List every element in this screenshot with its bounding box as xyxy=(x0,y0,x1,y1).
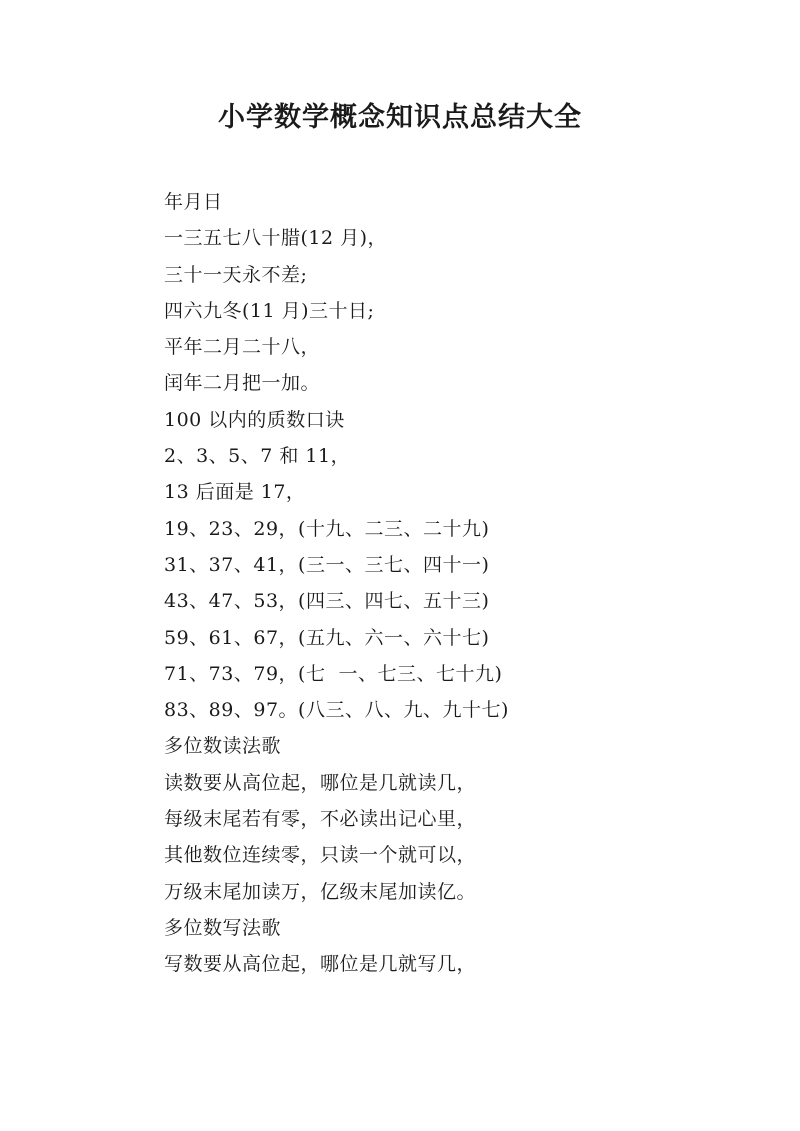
text-line: 其他数位连续零，只读一个就可以， xyxy=(164,844,477,867)
text-line: 一三五七八十腊(12 月)， xyxy=(164,227,388,250)
text-line: 每级末尾若有零，不必读出记心里， xyxy=(164,808,477,831)
text-line: 多位数写法歌 xyxy=(164,916,282,939)
text-line: 13 后面是 17， xyxy=(164,481,306,504)
text-line: 31、37、41，(三一、三七、四十一) xyxy=(164,553,490,576)
text-line: 平年二月二十八， xyxy=(164,336,321,359)
text-line: 43、47、53，(四三、四七、五十三) xyxy=(164,590,490,613)
document-title: 小学数学概念知识点总结大全 xyxy=(218,102,582,133)
text-line: 三十一天永不差; xyxy=(164,263,308,286)
text-line: 万级末尾加读万，亿级末尾加读亿。 xyxy=(164,880,477,903)
text-line: 59、61、67，(五九、六一、六十七) xyxy=(164,626,490,649)
text-line: 多位数读法歌 xyxy=(164,735,282,758)
text-line: 读数要从高位起，哪位是几就读几， xyxy=(164,771,477,794)
text-line: 100 以内的质数口诀 xyxy=(164,408,345,431)
text-line: 写数要从高位起，哪位是几就写几， xyxy=(164,953,477,976)
text-line: 2、3、5、7 和 11， xyxy=(164,445,351,468)
text-line: 83、89、97。(八三、八、九、九十七) xyxy=(164,699,509,722)
document-body xyxy=(164,184,764,983)
text-line: 年月日 xyxy=(164,191,223,213)
text-line: 19、23、29，(十九、二三、二十九) xyxy=(164,517,490,540)
text-line: 71、73、79，(七 一、七三、七十九) xyxy=(164,662,503,685)
text-line: 四六九冬(11 月)三十日; xyxy=(164,299,375,322)
text-line: 闰年二月把一加。 xyxy=(164,372,321,395)
